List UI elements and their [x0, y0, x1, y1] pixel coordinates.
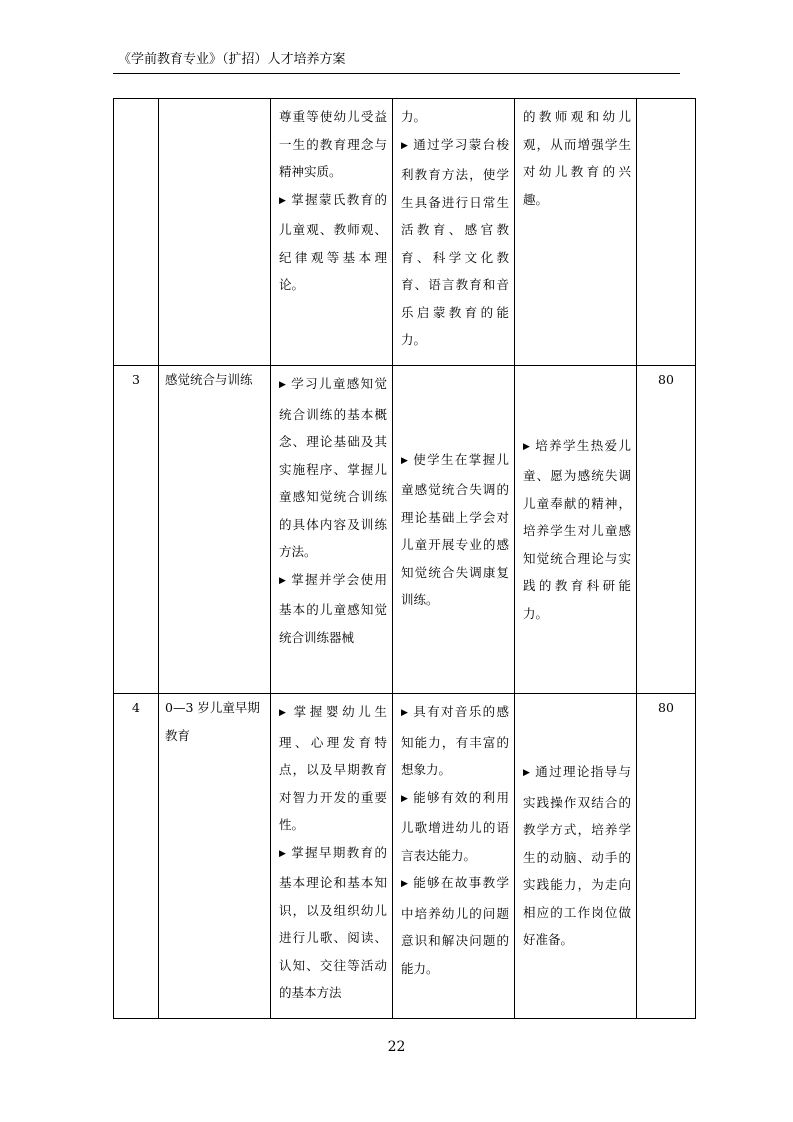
goal-paragraph	[279, 186, 387, 299]
goal-text: 培养学生热爱儿童、愿为感统失调儿童奉献的精神，培养学生对儿童感知觉统合理论与实践的教育科研能力。	[523, 437, 631, 621]
goal-paragraph	[523, 432, 631, 628]
goal-text: 掌握早期教育的基本理论和基本知识，以及组织幼儿进行儿歌、阅读、认知、交往等活动的基本方法	[279, 844, 387, 1000]
goal-paragraph	[401, 784, 509, 870]
goal-text: 通过学习蒙台梭利教育方法，使学生具备进行日常生活教育、感官教育、科学文化教育、语言教育和音乐启蒙教育的能力。	[401, 136, 509, 347]
course-number-cell: 3	[114, 366, 159, 694]
goal-paragraph	[401, 103, 509, 131]
course-name-cell: 感觉统合与训练	[159, 366, 271, 694]
ability-goal-cell	[393, 366, 515, 694]
hours-cell	[637, 99, 696, 366]
goal-text: 使学生在掌握儿童感觉统合失调的理论基础上学会对儿童开展专业的感知觉统合失调康复训练。	[401, 451, 509, 607]
goal-text: 能够在故事教学中培养幼儿的问题意识和解决问题的能力。	[401, 875, 509, 976]
quality-goal-cell	[515, 366, 637, 694]
document-header: 《学前教育专业》（扩招）人才培养方案	[118, 52, 346, 67]
goal-paragraph	[279, 839, 387, 1007]
bullet-arrow-icon: ▶	[279, 380, 286, 390]
course-name-cell: 0—3 岁儿童早期教育	[159, 694, 271, 1019]
page-number: 22	[387, 1039, 406, 1055]
bullet-arrow-icon: ▶	[401, 879, 408, 889]
hours-cell: 80	[637, 366, 696, 694]
course-name-cell	[159, 99, 271, 366]
bullet-arrow-icon: ▶	[523, 441, 530, 452]
ability-goal-cell	[393, 99, 515, 366]
bullet-arrow-icon: ▶	[523, 768, 530, 779]
bullet-arrow-icon: ▶	[279, 575, 286, 586]
course-table	[113, 98, 696, 1019]
goal-paragraph	[401, 869, 509, 982]
course-number-cell	[114, 99, 159, 366]
bullet-arrow-icon: ▶	[279, 195, 286, 206]
goal-text: 力。	[401, 109, 427, 124]
goal-text: 具有对音乐的感知能力，有丰富的想象力。	[401, 704, 509, 777]
quality-goal-cell	[515, 694, 637, 1019]
goal-text: 掌握并学会使用基本的儿童感知觉统合训练器械	[279, 571, 387, 645]
goal-paragraph	[401, 131, 509, 354]
table-row	[114, 694, 696, 1019]
goal-paragraph	[523, 758, 631, 954]
goal-paragraph	[279, 370, 387, 566]
goal-paragraph	[279, 698, 387, 839]
goal-text: 掌握婴幼儿生理、心理发育特点，以及早期教育对智力开发的重要性。	[279, 704, 387, 832]
table-row	[114, 99, 696, 366]
table-row	[114, 366, 696, 694]
goal-text: 学习儿童感知觉统合训练的基本概念、理论基础及其实施程序、掌握儿童感知觉统合训练的具体内容及训练方法。	[279, 376, 387, 559]
bullet-arrow-icon: ▶	[401, 140, 408, 151]
goal-text: 的教师观和幼儿观，从而增强学生对幼儿教育的兴趣。	[523, 109, 631, 207]
goal-paragraph	[401, 446, 509, 614]
bullet-arrow-icon: ▶	[401, 455, 408, 466]
ability-goal-cell	[393, 694, 515, 1019]
bullet-arrow-icon: ▶	[279, 708, 286, 718]
bullet-arrow-icon: ▶	[401, 708, 408, 718]
knowledge-goal-cell	[271, 694, 393, 1019]
knowledge-goal-cell	[271, 99, 393, 366]
goal-text: 尊重等使幼儿受益一生的教育理念与精神实质。	[279, 109, 387, 179]
goal-paragraph	[279, 103, 387, 186]
bullet-arrow-icon: ▶	[279, 848, 286, 859]
course-number-cell: 4	[114, 694, 159, 1019]
knowledge-goal-cell	[271, 366, 393, 694]
bullet-arrow-icon: ▶	[401, 793, 408, 804]
quality-goal-cell	[515, 99, 637, 366]
goal-paragraph	[401, 698, 509, 784]
goal-text: 掌握蒙氏教育的儿童观、教师观、纪律观等基本理论。	[279, 191, 387, 292]
goal-paragraph	[279, 566, 387, 652]
goal-text: 能够有效的利用儿歌增进幼儿的语言表达能力。	[401, 789, 509, 863]
goal-paragraph	[523, 103, 631, 213]
goal-text: 通过理论指导与实践操作双结合的教学方式，培养学生的动脑、动手的实践能力，为走向相应的工作岗位做好准备。	[523, 764, 631, 948]
header-rule	[113, 73, 680, 74]
hours-cell: 80	[637, 694, 696, 1019]
